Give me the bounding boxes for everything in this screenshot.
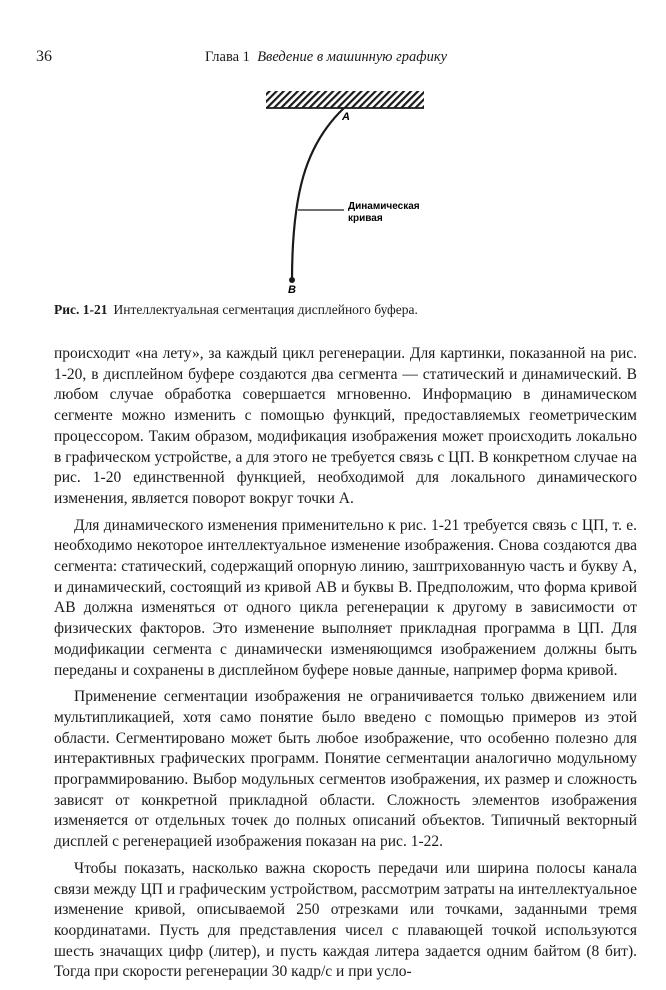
dynamic-curve bbox=[292, 108, 344, 281]
figure-1-21 bbox=[260, 85, 460, 295]
point-b-label: B bbox=[288, 284, 296, 295]
running-header bbox=[205, 49, 447, 66]
chapter-title: Введение в машинную графику bbox=[257, 49, 448, 65]
point-a-label: A bbox=[342, 111, 350, 123]
chapter-label: Глава 1 bbox=[205, 49, 250, 65]
figure-caption bbox=[54, 302, 418, 318]
caption-label: Рис. 1-21 bbox=[54, 302, 108, 317]
dynamic-curve-label-line2: кривая bbox=[348, 213, 383, 224]
figure-svg bbox=[260, 85, 460, 295]
caption-text: Интеллектуальная сегментация дисплейного буфера. bbox=[113, 302, 418, 317]
point-b-dot bbox=[289, 277, 295, 283]
dynamic-curve-label-line1: Динамическая bbox=[348, 201, 420, 212]
paragraph: происходит «на лету», за каждый цикл регенерации. Для картинки, показанной на рис. 1-20, в дисплейном буфере создаются два сегмента — статический и динамический. В любом случае обработка совершается мгновенно. Информацию в динамическом сегменте можно изменить с помощью функций, предоставляемых геометрическим процессором. Таким образом, модификация изображения может происходить локально в графическом устройстве, а для этого не требуется связь с ЦП. В конкретном случае на рис. 1-20 единственной функцией, необходимой для локального динамического изменения, является поворот вокруг точки A. bbox=[54, 345, 637, 507]
hatched-support bbox=[266, 91, 424, 108]
paragraph: Применение сегментации изображения не ограничивается только движением или мультипликацией, хотя само понятие было введено с помощью примеров из этой области. Сегментировано может быть любое изображение, что особенно полезно для интерактивных графических программ. Понятие сегментации аналогично модульному программированию. Выбор модульных сегментов изображения, их размер и сложность зависят от конкретной прикладной области. Сложность элементов изображения изменяется от отдельных точек до полных описаний объектов. Типичный векторный дисплей с регенерацией изображения показан на рис. 1-22. bbox=[54, 688, 637, 851]
body-text bbox=[54, 344, 637, 983]
paragraph: Для динамического изменения применительно к рис. 1-21 требуется связь с ЦП, т. е. необходимо некоторое интеллектуальное изменение изображения. Снова создаются два сегмента: статический, содержащий опорную линию, заштрихованную часть и букву A, и динамический, состоящий из кривой AB и буквы B. Предположим, что форма кривой AB должна изменяться от одного цикла регенерации к другому в зависимости от физических факторов. Это изменение выполняет прикладная программа в ЦП. Для модификации сегмента с динамически изменяющимся изображением должны быть переданы и сохранены в дисплейном буфере новые данные, например форма кривой. bbox=[54, 516, 637, 679]
page-number: 36 bbox=[36, 48, 52, 65]
paragraph: Чтобы показать, насколько важна скорость передачи или ширина полосы канала связи между ЦП и графическим устройством, рассмотрим затраты на интеллектуальное изменение кривой, описываемой 250 отрезками или точками, заданными тремя координатами. Пусть для представления чисел с плавающей точкой используются шесть значащих цифр (литер), и пусть каждая литера задается одним байтом (8 бит). Тогда при скорости регенерации 30 кадр/с и при усло- bbox=[54, 859, 637, 981]
